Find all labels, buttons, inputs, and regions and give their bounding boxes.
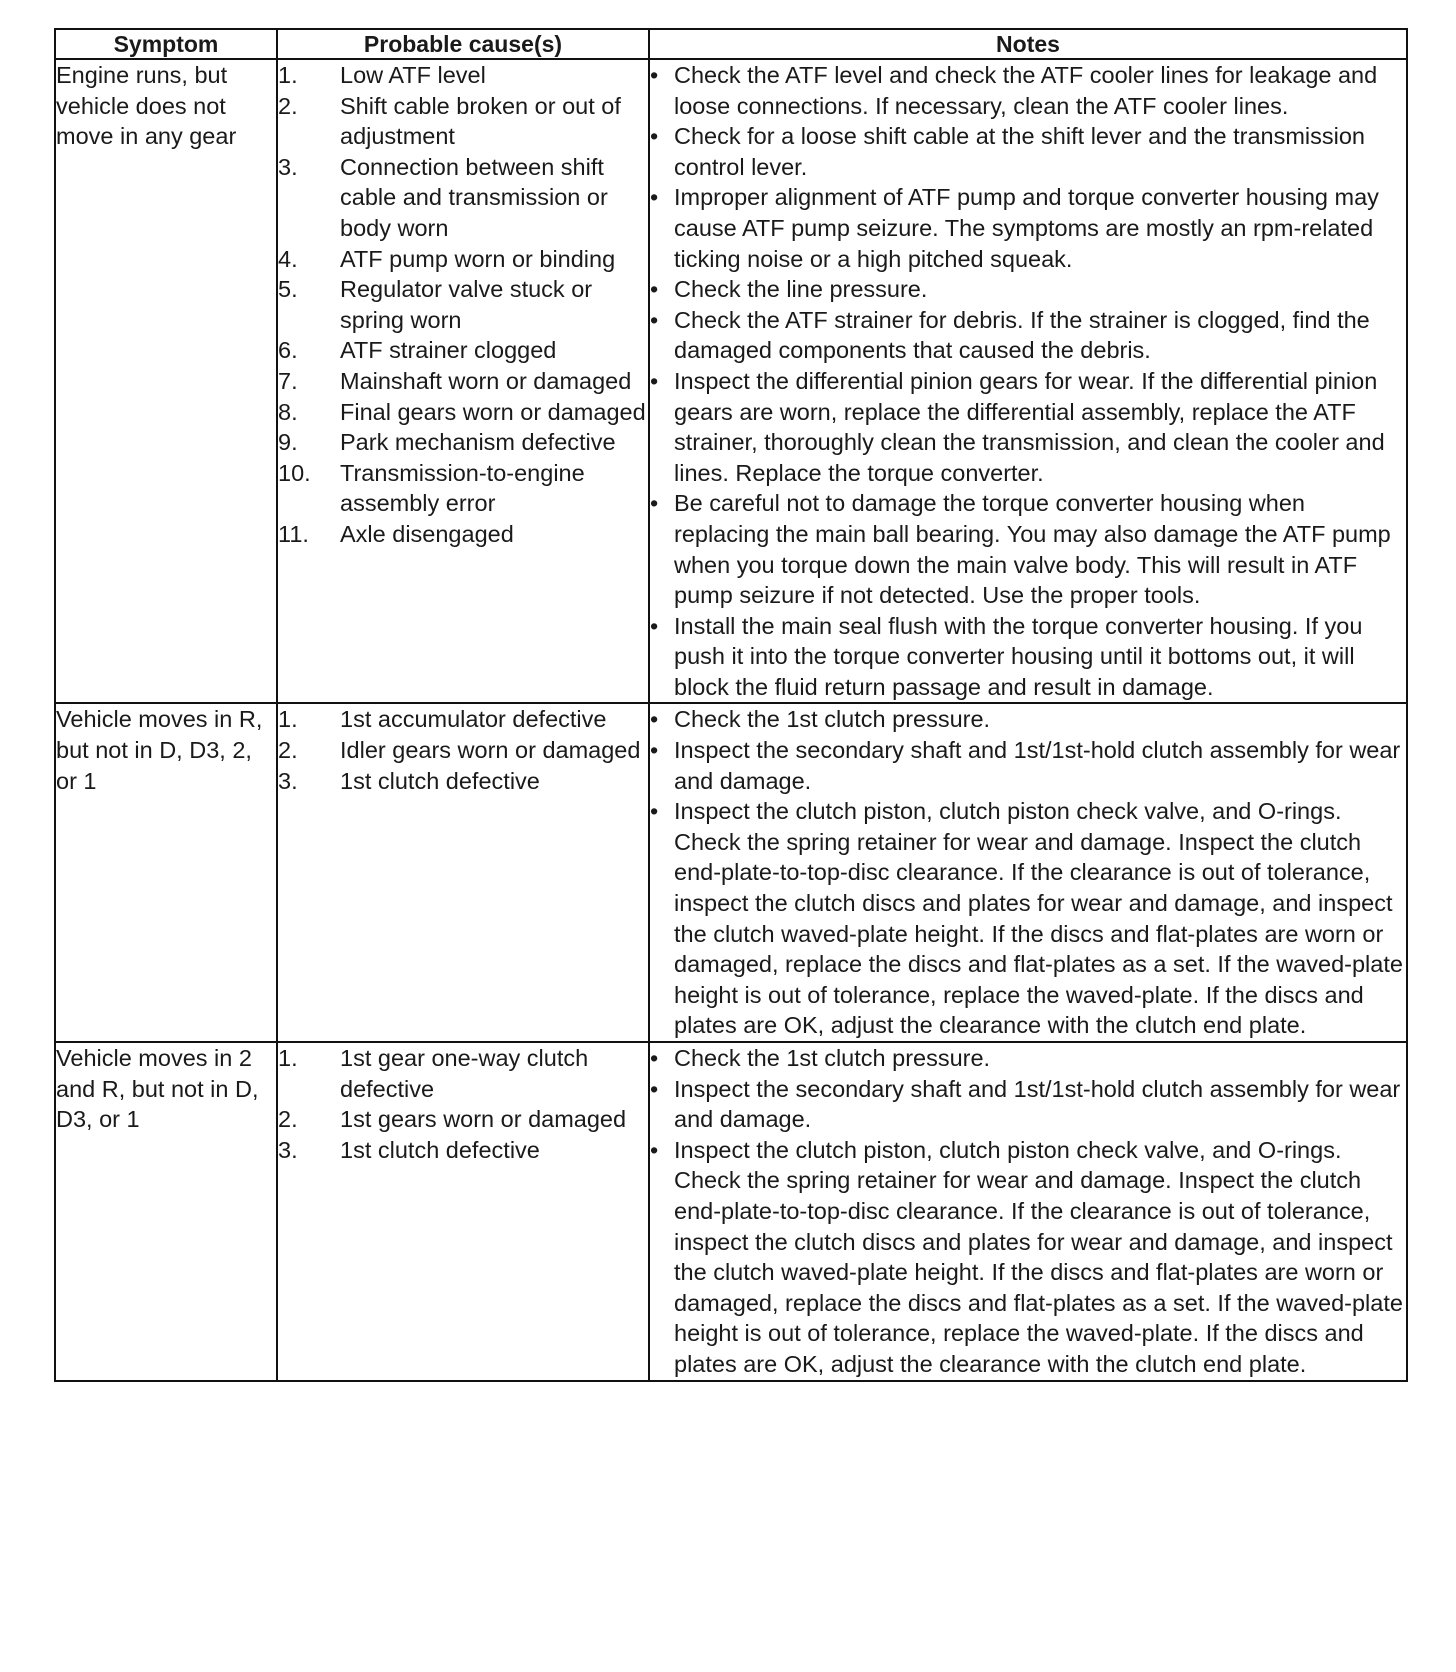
note-text: Inspect the secondary shaft and 1st/1st-hold clutch assembly for wear and damage. [674,1075,1401,1133]
bullet-icon: • [650,1045,659,1071]
cause-text: Final gears worn or damaged [340,398,646,425]
cause-number: 2. [278,1106,298,1133]
cause-item [278,335,648,366]
cause-item [278,397,648,428]
cause-text: Park mechanism defective [340,429,616,456]
notes-cell [649,703,1407,1042]
cause-text: 1st clutch defective [340,1136,540,1163]
cause-item [278,91,648,152]
note-list [650,60,1406,702]
header-notes: Notes [649,29,1407,59]
note-item [650,1074,1406,1135]
cause-number: 4. [278,245,298,272]
note-item [650,488,1406,610]
cause-list [278,1043,648,1165]
note-text: Check the 1st clutch pressure. [674,706,991,733]
cause-text: 1st accumulator defective [340,706,607,733]
cause-text: Connection between shift cable and transmission or body worn [340,153,608,241]
cause-text: Transmission-to-engine assembly error [340,459,585,517]
cause-text: Shift cable broken or out of adjustment [340,92,621,150]
cause-number: 5. [278,276,298,303]
cause-text: ATF strainer clogged [340,337,557,364]
note-list [650,1043,1406,1380]
bullet-icon: • [650,62,659,88]
table-row [55,59,1407,703]
note-text: Check the line pressure. [674,276,928,303]
note-text: Install the main seal flush with the torque converter housing. If you push it into the torque converter housing until it bottoms out, it will block the fluid return passage and result in damage. [674,612,1363,700]
cause-text: Axle disengaged [340,520,514,547]
cause-number: 1. [278,62,298,88]
symptom-cell: Vehicle moves in R, but not in D, D3, 2, or 1 [55,703,277,1042]
cause-text: 1st gears worn or damaged [340,1106,627,1133]
cause-text: Regulator valve stuck or spring worn [340,276,593,333]
cause-number: 2. [278,737,298,764]
bullet-icon: • [650,737,659,764]
cause-list [278,60,648,550]
cause-item [278,1043,648,1104]
cause-item [278,427,648,458]
note-item [650,735,1406,796]
cause-number: 9. [278,429,298,456]
cause-number: 1. [278,1045,298,1071]
note-text: Inspect the clutch piston, clutch piston check valve, and O-rings. Check the spring retainer for wear and damage. Inspect the clutch end-plate-to-top-disc clearance. If the clearance is out of tolerance, inspect the clutch discs and plates for wear and damage, and inspect the clutch waved-plate height. If the discs and flat-plates are worn or damaged, replace the discs and flat-plates as a set. If the waved-plate height is out of tolerance, replace the waved-plate. If the discs and plates are OK, adjust the clearance with the clutch end plate. [674,1136,1403,1377]
table-row [55,1042,1407,1381]
cause-list [278,704,648,796]
bullet-icon: • [650,1075,659,1102]
cause-text: Low ATF level [340,62,486,88]
cause-item [278,274,648,335]
note-text: Improper alignment of ATF pump and torque converter housing may cause ATF pump seizure. The symptoms are mostly an rpm-related ticking noise or a high pitched squeak. [674,184,1379,272]
cause-text: Mainshaft worn or damaged [340,367,632,394]
notes-cell [649,1042,1407,1381]
bullet-icon: • [650,367,659,394]
note-text: Inspect the secondary shaft and 1st/1st-hold clutch assembly for wear and damage. [674,737,1401,794]
cause-item [278,366,648,397]
bullet-icon: • [650,276,659,303]
bullet-icon: • [650,306,659,333]
cause-text: 1st clutch defective [340,767,540,794]
cause-item [278,1135,648,1166]
cause-item [278,519,648,550]
cause-item [278,152,648,244]
note-text: Check the 1st clutch pressure. [674,1045,991,1071]
cause-text: 1st gear one-way clutch defective [340,1045,589,1102]
cause-item [278,766,648,797]
cause-number: 3. [278,1136,298,1163]
header-probable-causes: Probable cause(s) [277,29,649,59]
bullet-icon: • [650,798,659,825]
cause-text: ATF pump worn or binding [340,245,616,272]
cause-number: 8. [278,398,298,425]
causes-cell [277,59,649,703]
note-item [650,796,1406,1041]
cause-item [278,704,648,735]
note-text: Check for a loose shift cable at the shift lever and the transmission control lever. [674,123,1365,180]
cause-number: 7. [278,367,298,394]
cause-number: 2. [278,92,298,119]
causes-cell [277,1042,649,1381]
note-item [650,1135,1406,1380]
symptom-cell: Vehicle moves in 2 and R, but not in D, D3, or 1 [55,1042,277,1381]
note-item [650,274,1406,305]
cause-number: 11. [278,520,309,547]
troubleshooting-table [54,28,1408,1382]
cause-item [278,1104,648,1135]
note-text: Inspect the differential pinion gears for wear. If the differential pinion gears are worn, replace the differential assembly, replace the ATF strainer, thoroughly clean the transmission, and clean the cooler and lines. Replace the torque converter. [674,367,1385,486]
cause-item [278,458,648,519]
note-text: Check the ATF level and check the ATF cooler lines for leakage and loose connections. If necessary, clean the ATF cooler lines. [674,62,1378,119]
header-symptom: Symptom [55,29,277,59]
note-item [650,366,1406,488]
cause-number: 6. [278,337,298,364]
cause-number: 3. [278,153,298,180]
note-item [650,121,1406,182]
note-item [650,182,1406,274]
bullet-icon: • [650,184,659,211]
note-text: Inspect the clutch piston, clutch piston check valve, and O-rings. Check the spring retainer for wear and damage. Inspect the clutch end-plate-to-top-disc clearance. If the clearance is out of tolerance, inspect the clutch discs and plates for wear and damage, and inspect the clutch waved-plate height. If the discs and flat-plates are worn or damaged, replace the discs and flat-plates as a set. If the waved-plate height is out of tolerance, replace the waved-plate. If the discs and plates are OK, adjust the clearance with the clutch end plate. [674,798,1403,1039]
causes-cell [277,703,649,1042]
table-row [55,703,1407,1042]
note-list [650,704,1406,1041]
bullet-icon: • [650,1136,659,1163]
cause-number: 10. [278,459,311,486]
note-item [650,60,1406,121]
bullet-icon: • [650,490,659,517]
note-item [650,611,1406,703]
symptom-cell: Engine runs, but vehicle does not move in any gear [55,59,277,703]
cause-number: 3. [278,767,298,794]
bullet-icon: • [650,123,659,150]
note-item [650,305,1406,366]
cause-item [278,735,648,766]
bullet-icon: • [650,612,659,639]
cause-item [278,244,648,275]
bullet-icon: • [650,706,659,733]
header-row [55,29,1407,59]
note-item [650,1043,1406,1074]
note-text: Check the ATF strainer for debris. If the strainer is clogged, find the damaged components that caused the debris. [674,306,1370,364]
notes-cell [649,59,1407,703]
cause-item [278,60,648,91]
cause-text: Idler gears worn or damaged [340,737,641,764]
note-text: Be careful not to damage the torque converter housing when replacing the main ball bearing. You may also damage the ATF pump when you torque down the main valve body. This will result in ATF pump seizure if not detected. Use the proper tools. [674,490,1391,609]
cause-number: 1. [278,706,298,733]
note-item [650,704,1406,735]
